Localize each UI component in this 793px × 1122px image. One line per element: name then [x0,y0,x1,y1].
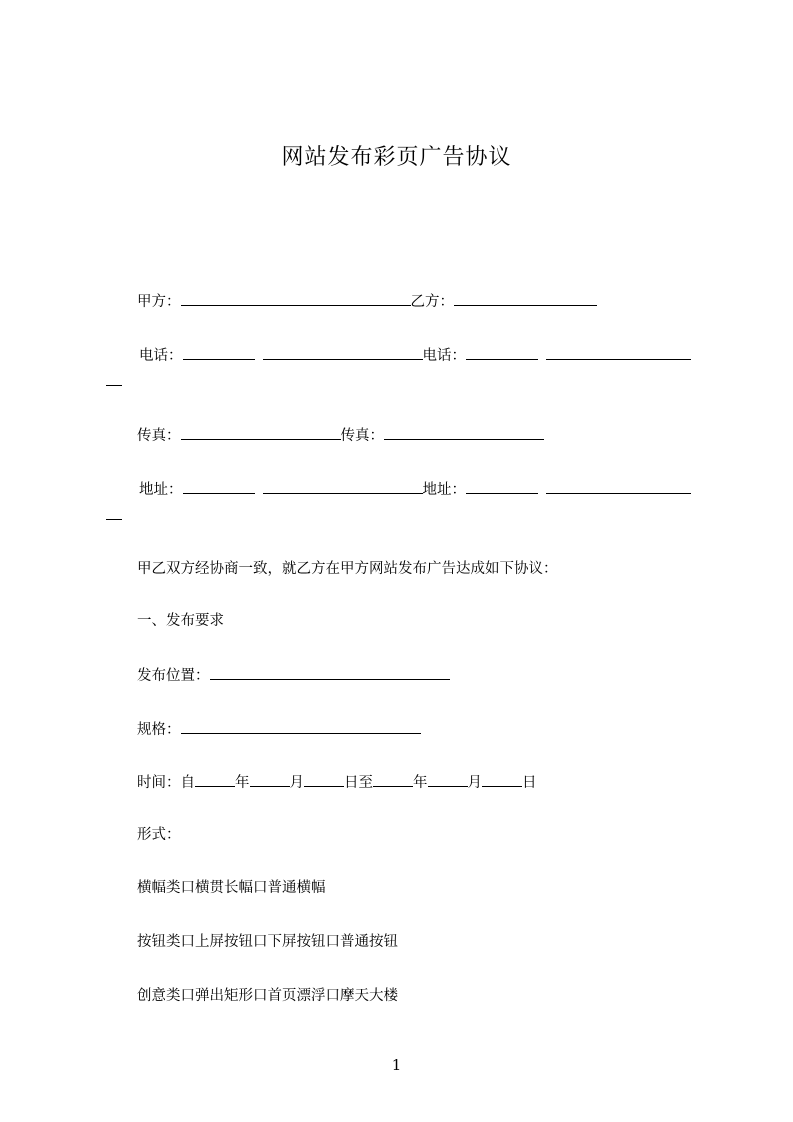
end-day-blank [482,772,522,787]
address-a-blank-1 [183,479,255,494]
phone-row [139,345,691,366]
creative-options-line: 创意类口弹出矩形口首页漂浮口摩天大楼 [137,988,398,1004]
form-label: 形式： [137,827,181,843]
phone-a-blank-2 [263,345,423,360]
end-year-label: 年 [413,775,428,791]
phone-b-blank-2 [546,345,691,360]
button-options-line: 按钮类口上屏按钮口下屏按钮口普通按钮 [137,934,398,950]
parties-row [137,291,597,312]
fax-a-blank [181,425,341,440]
phone-a-blank-1 [183,345,255,360]
position-blank [210,665,450,680]
start-day-blank [304,772,344,787]
party-a-label: 甲方： [137,294,181,310]
party-b-label: 乙方： [410,294,454,310]
fax-a-label: 传真： [137,428,181,444]
document-title: 网站发布彩页广告协议 [281,145,512,170]
end-month-blank [428,772,468,787]
party-b-blank [454,291,597,306]
address-b-label: 地址： [422,482,466,498]
phone-a-label: 电话： [139,348,183,364]
page-number: 1 [391,1056,402,1074]
time-row [137,772,537,793]
start-year-blank [195,772,235,787]
spec-label: 规格： [137,722,181,738]
phone-b-blank-1 [466,345,538,360]
end-day-label: 日 [522,775,537,791]
phone-b-label: 电话： [422,348,466,364]
start-month-blank [250,772,290,787]
spec-row [137,719,421,740]
start-year-label: 年 [235,775,250,791]
fax-b-label: 传真： [340,428,384,444]
banner-options-line: 横幅类口横贯长幅口普通横幅 [137,880,326,896]
intro-paragraph: 甲乙双方经协商一致，就乙方在甲方网站发布广告达成如下协议： [137,561,558,577]
start-day-to-label: 日至 [344,775,373,791]
party-a-blank [181,291,411,306]
fax-row [137,425,544,446]
section-1-heading: 一、发布要求 [137,613,224,629]
phone-continuation-line [106,384,122,386]
address-a-blank-2 [263,479,423,494]
time-label: 时间：自 [137,775,195,791]
start-month-label: 月 [289,775,304,791]
address-b-blank-1 [466,479,538,494]
address-b-blank-2 [546,479,691,494]
position-label: 发布位置： [137,668,210,684]
address-a-label: 地址： [139,482,183,498]
address-row [139,479,691,500]
end-year-blank [373,772,413,787]
position-row [137,665,450,686]
address-continuation-line [106,518,122,520]
fax-b-blank [384,425,544,440]
end-month-label: 月 [467,775,482,791]
spec-blank [181,719,421,734]
